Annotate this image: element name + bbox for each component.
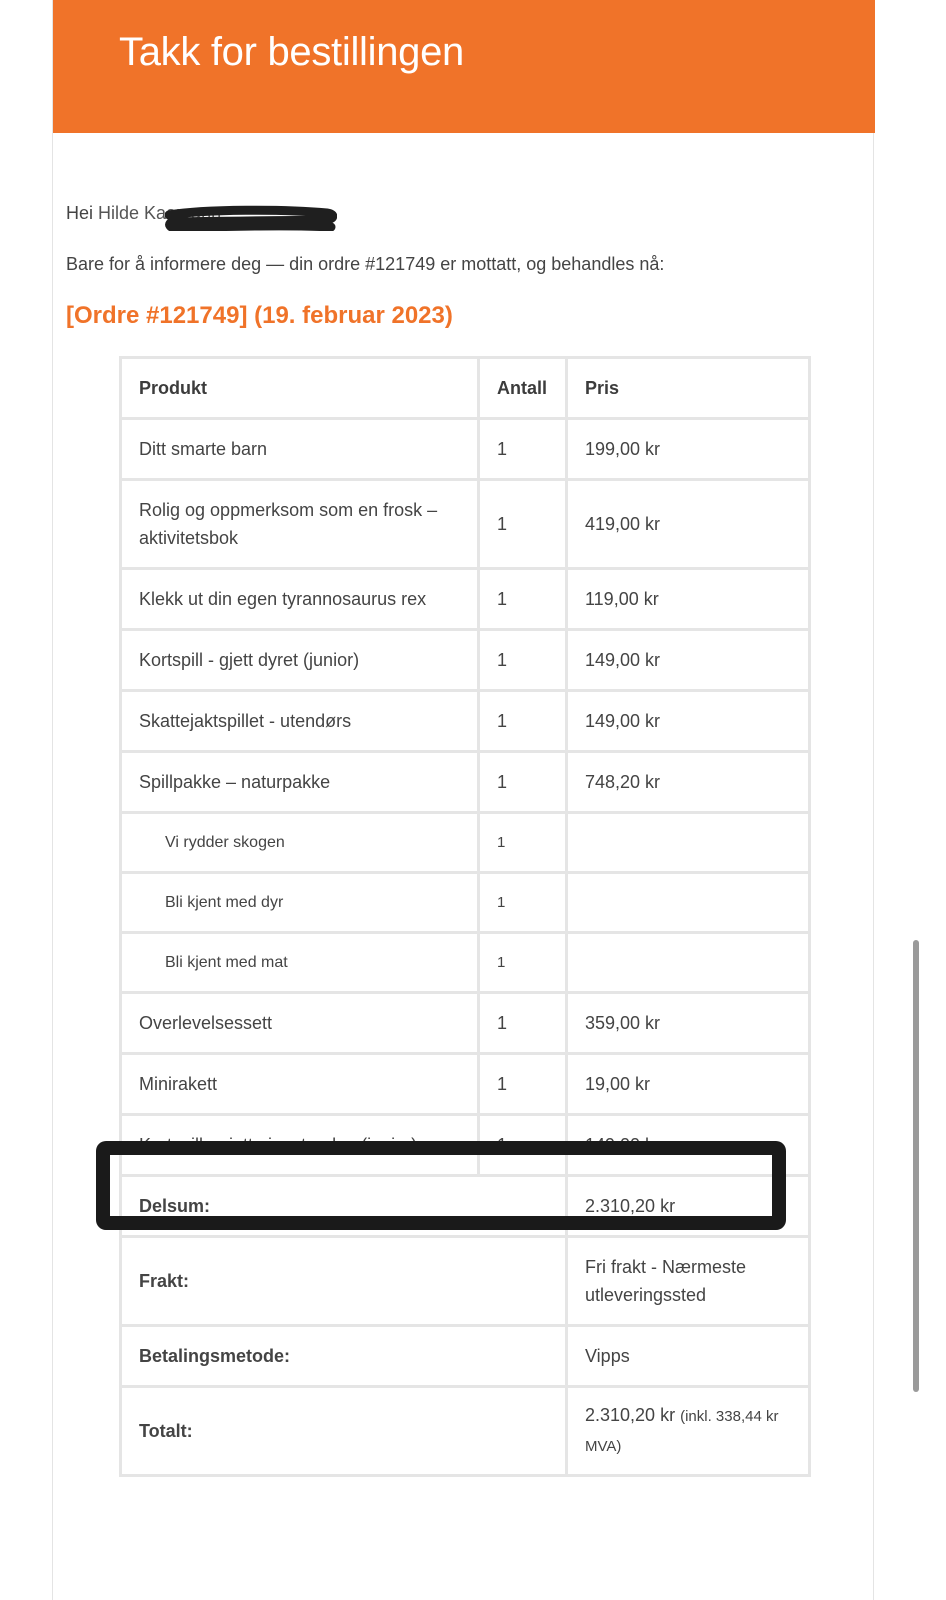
product-qty: 1 <box>479 752 567 813</box>
payment-label: Betalingsmetode: <box>121 1326 567 1387</box>
header-price: Pris <box>567 358 810 419</box>
table-row <box>121 993 810 1054</box>
product-qty: 1 <box>479 569 567 630</box>
shipping-value: Fri frakt - Nærmeste utleveringssted <box>567 1237 810 1326</box>
order-title-link[interactable]: [Ordre #121749] (19. februar 2023) <box>66 302 453 329</box>
total-label: Totalt: <box>121 1387 567 1476</box>
subtotal-label: Delsum: <box>121 1176 567 1237</box>
table-row <box>121 752 810 813</box>
product-price: 19,00 kr <box>567 1054 810 1115</box>
payment-row <box>121 1326 810 1387</box>
product-price: 748,20 kr <box>567 752 810 813</box>
product-price: 149,00 kr <box>567 1115 810 1176</box>
redaction-scribble <box>165 205 337 231</box>
bundle-item-qty: 1 <box>479 873 567 933</box>
product-name: Klekk ut din egen tyrannosaurus rex <box>121 569 479 630</box>
scrollbar[interactable] <box>913 940 919 1392</box>
product-name: Overlevelsessett <box>121 993 479 1054</box>
table-row <box>121 480 810 569</box>
product-name: Skattejaktspillet - utendørs <box>121 691 479 752</box>
table-subrow <box>121 873 810 933</box>
table-row <box>121 569 810 630</box>
total-row <box>121 1387 810 1476</box>
product-price: 149,00 kr <box>567 630 810 691</box>
bundle-item-qty: 1 <box>479 933 567 993</box>
product-name: Kortspill - gjett gjenstanden (junior) <box>121 1115 479 1176</box>
greeting-prefix: Hei <box>66 203 94 223</box>
product-qty: 1 <box>479 691 567 752</box>
highlight-box <box>96 1141 786 1230</box>
product-name: Ditt smarte barn <box>121 419 479 480</box>
table-subrow <box>121 813 810 873</box>
table-header-row <box>121 358 810 419</box>
header-product: Produkt <box>121 358 479 419</box>
product-qty: 1 <box>479 419 567 480</box>
product-name: Spillpakke – naturpakke <box>121 752 479 813</box>
table-subrow <box>121 933 810 993</box>
product-price: 359,00 kr <box>567 993 810 1054</box>
product-name: Minirakett <box>121 1054 479 1115</box>
product-price: 149,00 kr <box>567 691 810 752</box>
shipping-label: Frakt: <box>121 1237 567 1326</box>
bundle-item-name: Bli kjent med dyr <box>121 873 479 933</box>
table-row <box>121 1054 810 1115</box>
product-qty: 1 <box>479 480 567 569</box>
product-price: 419,00 kr <box>567 480 810 569</box>
header-banner <box>53 0 875 133</box>
order-table <box>119 356 811 1477</box>
header-qty: Antall <box>479 358 567 419</box>
page-title: Takk for bestillingen <box>119 30 464 74</box>
bundle-item-price <box>567 813 810 873</box>
product-price: 199,00 kr <box>567 419 810 480</box>
bundle-item-name: Vi rydder skogen <box>121 813 479 873</box>
product-name: Kortspill - gjett dyret (junior) <box>121 630 479 691</box>
product-qty: 1 <box>479 1115 567 1176</box>
product-qty: 1 <box>479 1054 567 1115</box>
product-qty: 1 <box>479 630 567 691</box>
product-qty: 1 <box>479 993 567 1054</box>
intro-text: Bare for å informere deg — din ordre #121749 er mottatt, og behandles nå: <box>66 254 665 274</box>
table-row <box>121 630 810 691</box>
bundle-item-price <box>567 933 810 993</box>
product-name: Rolig og oppmerksom som en frosk – aktivitetsbok <box>121 480 479 569</box>
table-row <box>121 691 810 752</box>
total-cell <box>567 1387 810 1476</box>
product-price: 119,00 kr <box>567 569 810 630</box>
customer-name: Hilde Kaarvann, <box>98 203 227 223</box>
bundle-item-name: Bli kjent med mat <box>121 933 479 993</box>
shipping-row <box>121 1237 810 1326</box>
bundle-item-qty: 1 <box>479 813 567 873</box>
total-vat-note: (inkl. 338,44 kr MVA) <box>585 1408 779 1455</box>
payment-value: Vipps <box>567 1326 810 1387</box>
bundle-item-price <box>567 873 810 933</box>
subtotal-value: 2.310,20 kr <box>567 1176 810 1237</box>
table-row <box>121 419 810 480</box>
total-value: 2.310,20 kr <box>585 1405 676 1425</box>
